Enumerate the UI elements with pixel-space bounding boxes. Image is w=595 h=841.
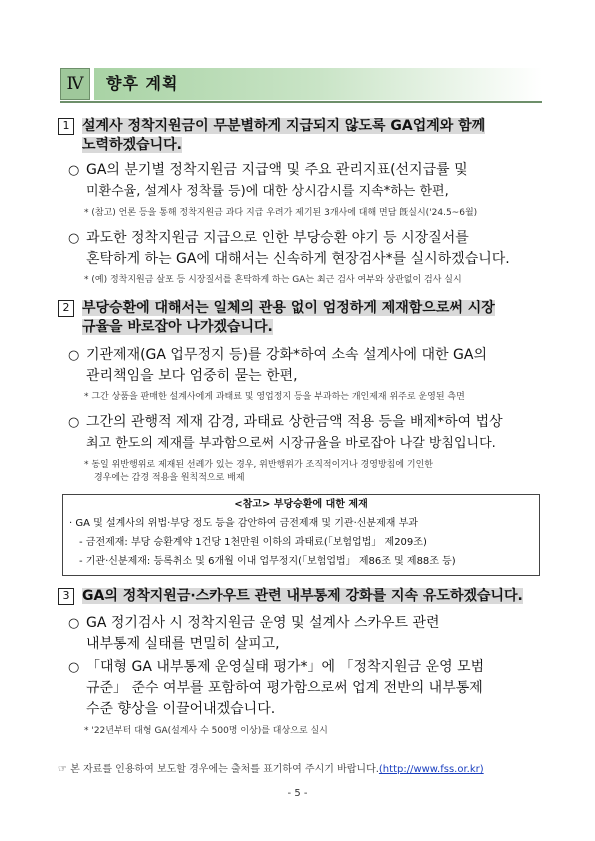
block-2-heading [58,299,544,337]
footnote-line: * 동일 위반행위로 제재된 선례가 있는 경우, 위반행위가 조직적이거나 경영방침에 기인한 [84,460,433,470]
bullet-item [68,412,538,454]
footnote: * 그간 상품을 판매한 설계사에게 과태료 및 영업정지 등을 부과하는 개인제재 위주로 운영된 측면 [84,392,465,402]
reference-line: - 기관·신분제재: 등록취소 및 6개월 이내 업무정지(「보험업법」 제86조 및 제88조 등) [79,556,456,567]
page-number: - 5 - [287,788,308,799]
bullet-item [68,613,538,655]
section-divider [60,101,542,103]
footnote: * (예) 정착지원금 살포 등 시장질서를 혼탁하게 하는 GA는 최근 검사 여부와 상관없이 검사 실시 [84,275,462,285]
bullet-text: 규준」 준수 여부를 포함하여 평가함으로써 업계 전반의 내부통제 [86,680,483,696]
bullet-text: 그간의 관행적 제재 감경, 과태료 상한금액 적용 등을 배제*하여 법상 [86,414,503,430]
section-header [60,68,542,100]
citation-notice [58,760,542,775]
block-1-heading [58,117,544,155]
block-heading-text: 부당승환에 대해서는 일체의 관용 없이 엄정하게 제재함으로써 시장 [82,300,495,316]
footnote: * '22년부터 대형 GA(설계사 수 500명 이상)를 대상으로 실시 [84,726,328,736]
block-number: 1 [58,118,74,135]
bullet-item [68,228,538,270]
bullet-text: 과도한 정착지원금 지급으로 인한 부당승환 야기 등 시장질서를 [86,230,469,246]
bullet-text: GA 정기검사 시 정착지원금 운영 및 설계사 스카우트 관련 [86,615,440,631]
bullet-circle-icon: ○ [68,231,80,246]
bullet-circle-icon: ○ [68,163,80,178]
bullet-item [68,160,538,202]
reference-box [62,494,540,576]
section-title: 향후 계획 [94,68,542,100]
citation-text: 본 자료를 인용하여 보도할 경우에는 출처를 표기하여 주시기 바랍니다. [70,764,379,775]
bullet-text: 미환수율, 설계사 정착률 등)에 대한 상시감시를 지속*하는 한편, [86,184,449,199]
bullet-circle-icon: ○ [68,415,80,430]
bullet-text: 관리책임을 보다 엄중히 묻는 한편, [86,368,298,384]
bullet-text: 내부통제 실태를 면밀히 살피고, [86,636,280,652]
section-number: Ⅳ [60,68,90,100]
block-heading-text: 규율을 바로잡아 나가겠습니다. [82,319,273,335]
footnote [84,459,544,485]
bullet-circle-icon: ○ [68,660,80,675]
bullet-text: 기관제재(GA 업무정지 등)를 강화*하여 소속 설계사에 대한 GA의 [86,347,487,363]
bullet-text: 혼탁하게 하는 GA에 대해서는 신속하게 현장검사*를 실시하겠습니다. [86,251,510,267]
bullet-item [68,657,538,720]
fss-link[interactable]: (http://www.fss.or.kr) [378,764,484,775]
block-heading-text: 설계사 정착지원금이 무분별하게 지급되지 않도록 GA업계와 함께 [82,118,486,134]
bullet-item [68,345,538,387]
bullet-circle-icon: ○ [68,616,80,631]
bullet-text: 수준 향상을 이끌어내겠습니다. [86,701,276,717]
block-heading-text: GA의 정착지원금·스카우트 관련 내부통제 강화를 지속 유도하겠습니다. [82,588,523,604]
bullet-text: 「대형 GA 내부통제 운영실태 평가*」에 「정착지원금 운영 모범 [86,659,485,675]
bullet-text: GA의 분기별 정착지원금 지급액 및 주요 관리지표(선지급률 및 [86,162,468,178]
reference-title: <참고> 부당승환에 대한 제재 [234,499,368,510]
footnote: * (참고) 언론 등을 통해 정착지원금 과다 지급 우려가 제기된 3개사에 대해 면담 旣실시('24.5~6월) [84,208,478,218]
bullet-text: 최고 한도의 제재를 부과함으로써 시장규율을 바로잡아 나갈 방침입니다. [86,436,496,451]
bullet-circle-icon: ○ [68,348,80,363]
block-number: 2 [58,300,74,317]
block-heading-text: 노력하겠습니다. [82,137,182,153]
footnote-line: 경우에는 감경 적용을 원칙적으로 배제 [94,473,245,483]
block-number: 3 [58,588,74,605]
block-3-heading [58,587,544,606]
reference-line: - 금전제재: 부당 승환계약 1건당 1천만원 이하의 과태료(「보험업법」 제209조) [79,537,427,548]
reference-line: · GA 및 설계사의 위법·부당 정도 등을 감안하여 금전제재 및 기관·신분제재 부과 [69,518,418,529]
pointing-hand-icon: ☞ [58,764,67,775]
